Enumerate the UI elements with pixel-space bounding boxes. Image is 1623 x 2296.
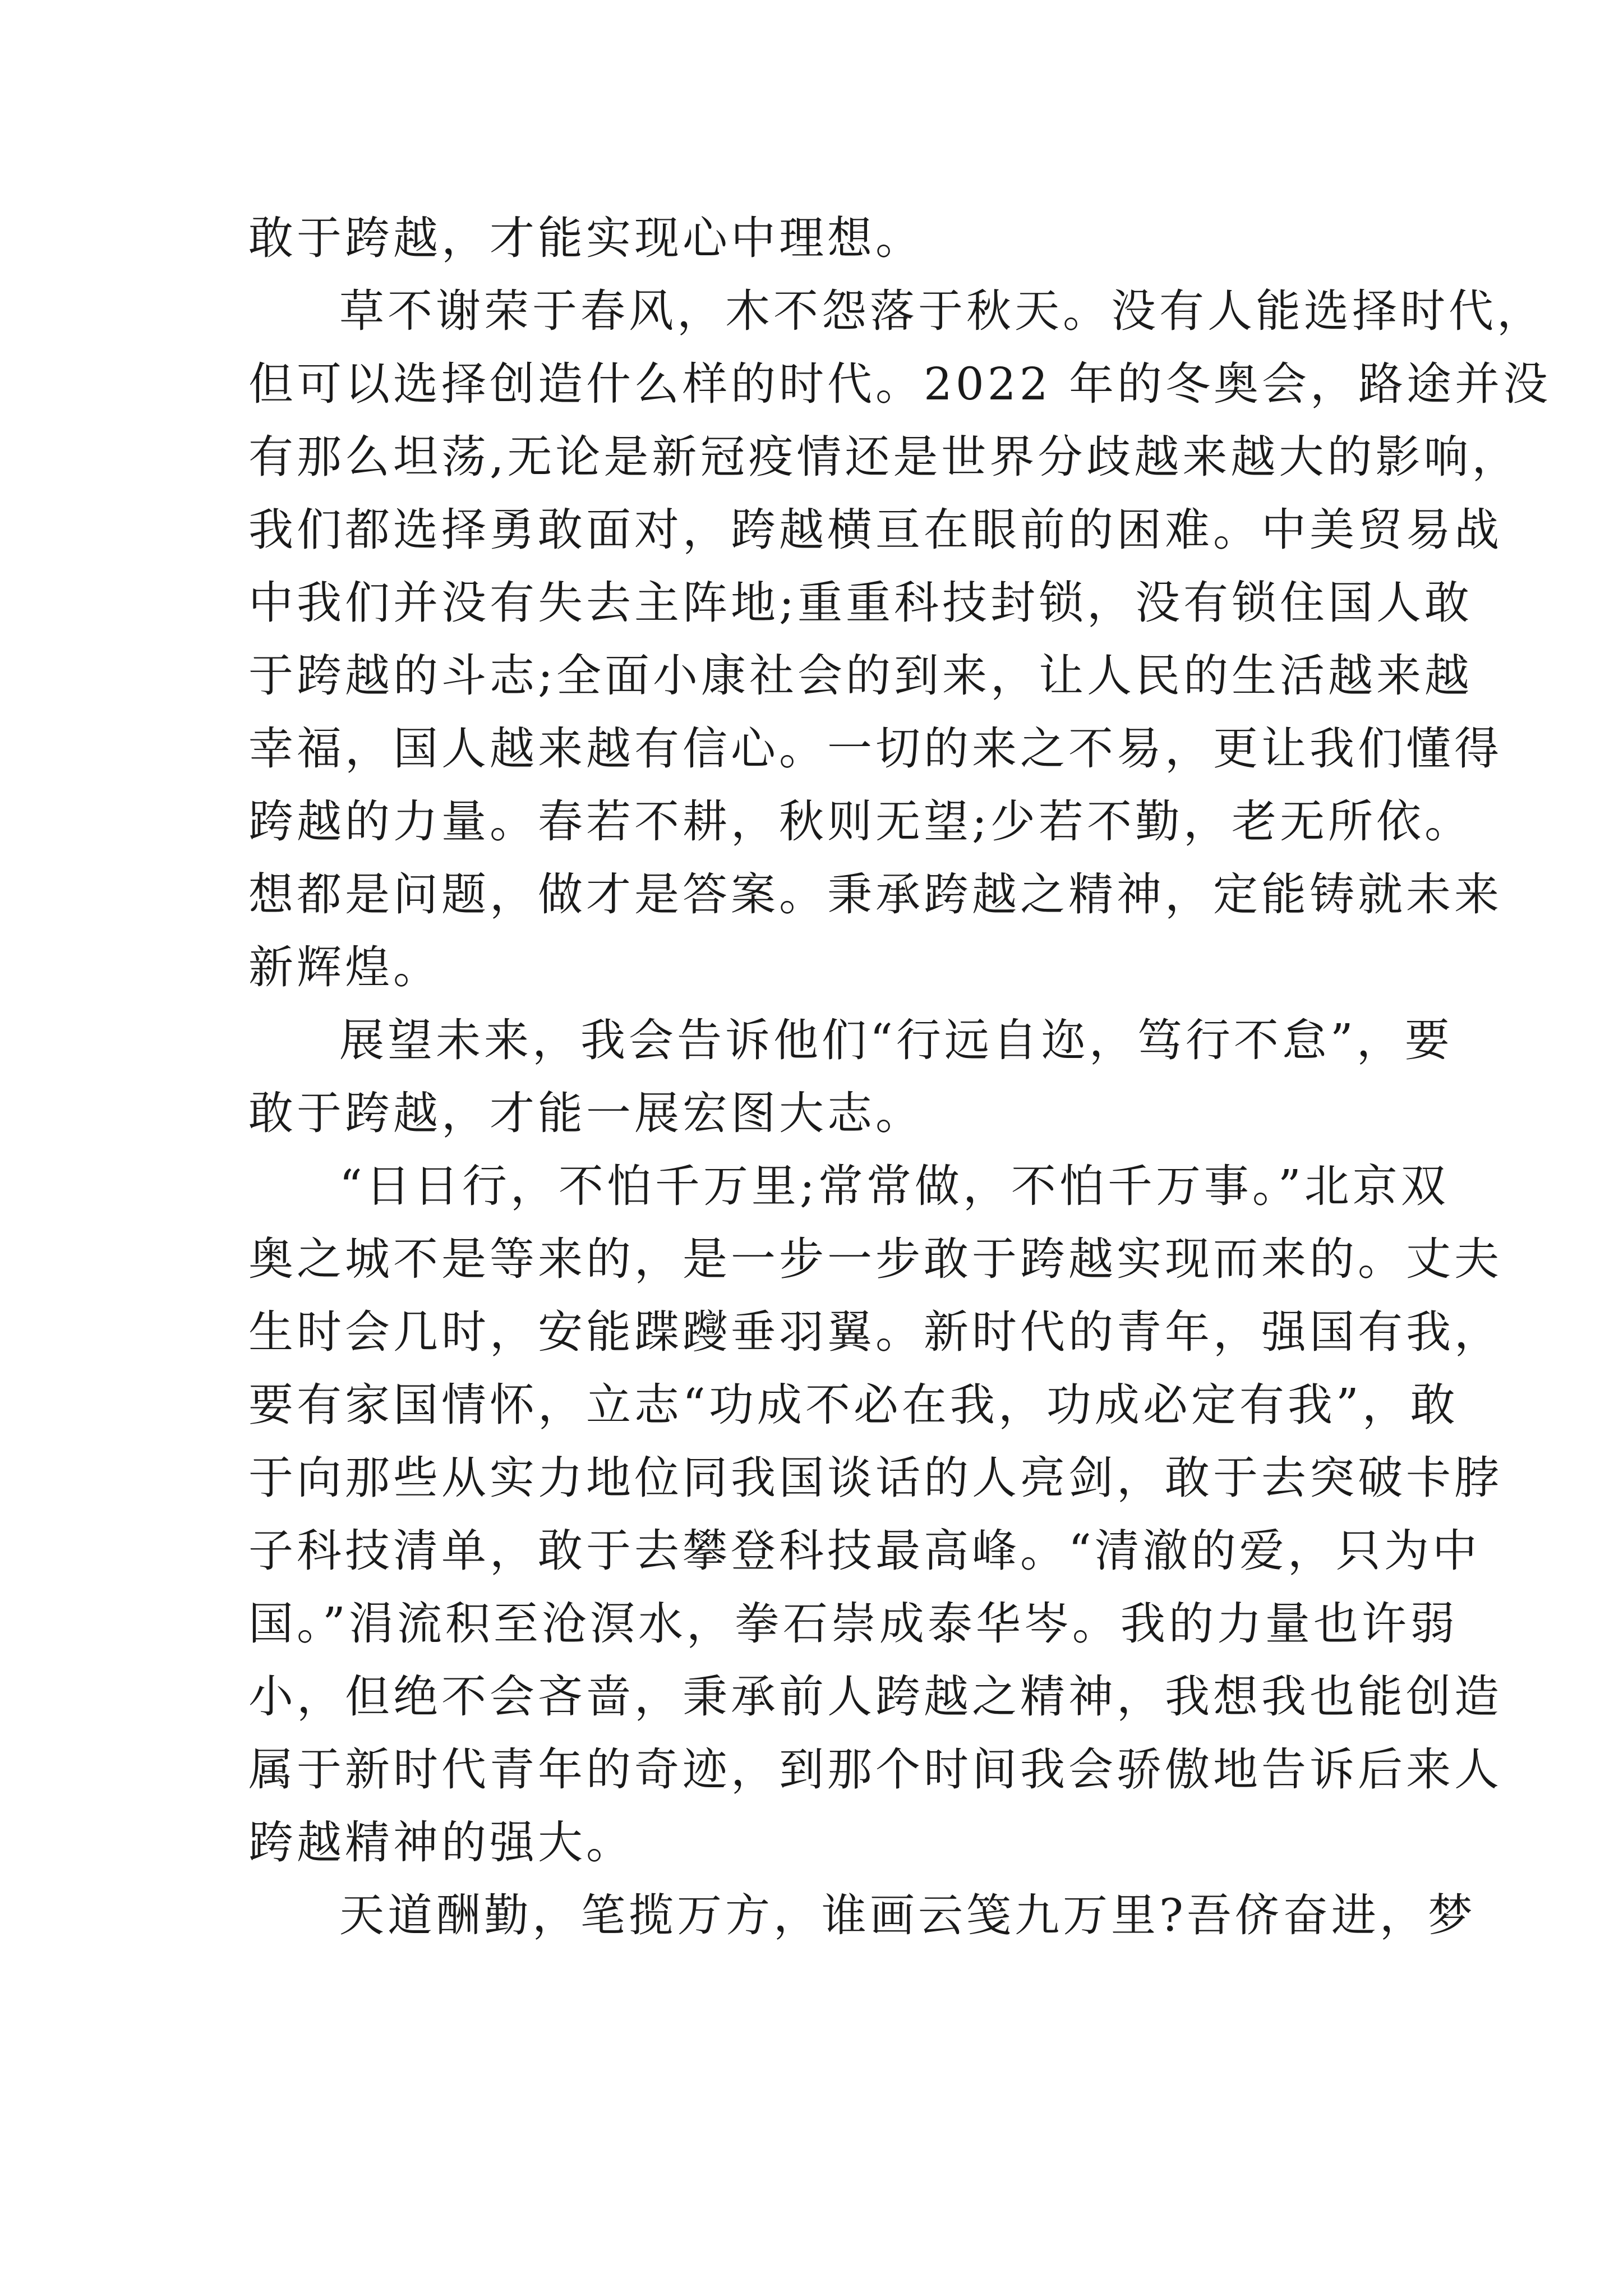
text-line: “日日行，不怕千万里;常常做，不怕千万事。”北京双: [339, 1160, 1449, 1212]
text-line: 有那么坦荡,无论是新冠疫情还是世界分歧越来越大的影响，: [248, 431, 1520, 483]
text-line: 于向那些从实力地位同我国谈话的人亮剑，敢于去突破卡脖: [248, 1452, 1502, 1504]
text-line: 中我们并没有失去主阵地;重重科技封锁，没有锁住国人敢: [248, 577, 1473, 629]
document-body: [248, 202, 1552, 1952]
text-line: 奥之城不是等来的，是一步一步敢于跨越实现而来的。丈夫: [248, 1233, 1502, 1285]
text-line: 新辉煌。: [248, 941, 441, 993]
text-line: 跨越的力量。春若不耕，秋则无望;少若不勤，老无所依。: [248, 795, 1473, 848]
text-line: 于跨越的斗志;全面小康社会的到来，让人民的生活越来越: [248, 650, 1473, 702]
text-line: 想都是问题，做才是答案。秉承跨越之精神，定能铸就未来: [248, 868, 1502, 921]
text-line: 国。”涓流积至沧溟水，拳石崇成泰华岑。我的力量也许弱: [248, 1598, 1458, 1650]
text-line: 小，但绝不会吝啬，秉承前人跨越之精神，我想我也能创造: [248, 1671, 1502, 1723]
text-line: 但可以选择创造什么样的时代。2022 年的冬奥会，路途并没: [248, 358, 1552, 410]
text-line: 跨越精神的强大。: [248, 1816, 634, 1869]
text-line: 子科技清单，敢于去攀登科技最高峰。“清澈的爱，只为中: [248, 1525, 1481, 1577]
text-line: 要有家国情怀，立志“功成不必在我，功成必定有我”，敢: [248, 1379, 1459, 1431]
text-line: 属于新时代青年的奇迹，到那个时间我会骄傲地告诉后来人: [248, 1743, 1502, 1796]
text-line: 敢于跨越，才能一展宏图大志。: [248, 1087, 924, 1139]
text-line: 幸福，国人越来越有信心。一切的来之不易，更让我们懂得: [248, 723, 1502, 775]
text-line: 天道酬勤，笔揽万方，谁画云笺九万里?吾侪奋进，梦: [339, 1889, 1476, 1941]
text-line: 展望未来，我会告诉他们“行远自迩，笃行不怠”，要: [339, 1014, 1453, 1066]
text-line: 生时会几时，安能蹀躞垂羽翼。新时代的青年，强国有我，: [248, 1306, 1502, 1358]
text-line: 我们都选择勇敢面对，跨越横亘在眼前的困难。中美贸易战: [248, 504, 1502, 556]
text-line: 敢于跨越，才能实现心中理想。: [248, 212, 924, 264]
text-line: 草不谢荣于春风，木不怨落于秋天。没有人能选择时代，: [339, 285, 1545, 337]
